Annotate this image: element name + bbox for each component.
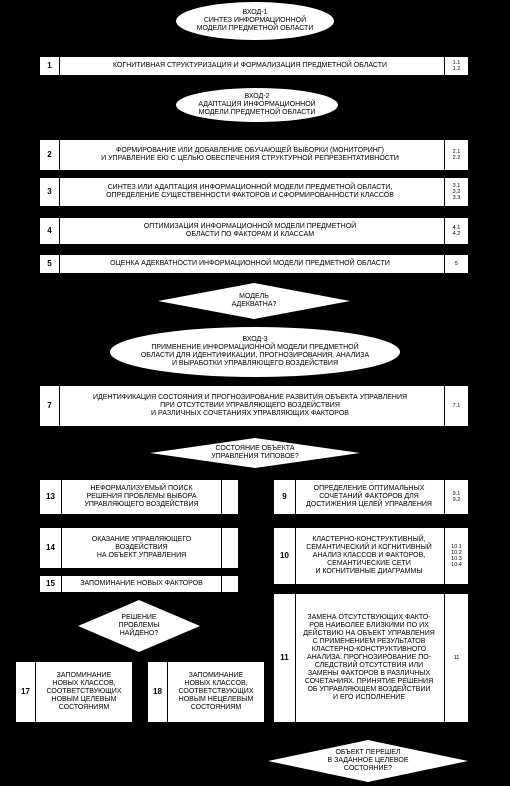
step-1-box: [40, 57, 468, 75]
step-number: 13: [40, 480, 62, 514]
decision-model-label: МОДЕЛЬ АДЕКВАТНА?: [231, 293, 277, 308]
step-text: ЗАПОМИНАНИЕ НОВЫХ КЛАССОВ, СООТВЕТСТВУЮЩИХ НОВЫМ НЕЦЕЛЕВЫМ СОСТОЯНИЯМ: [178, 672, 254, 711]
step-text: КОГНИТИВНАЯ СТРУКТУРИЗАЦИЯ И ФОРМАЛИЗАЦИЯ ПРЕДМЕТНОЙ ОБЛАСТИ: [112, 62, 388, 69]
step-3-box: [40, 178, 468, 206]
exit-2-ellipse: ВХОД-2 АДАПТАЦИЯ ИНФОРМАЦИОННОЙ МОДЕЛИ ПРЕДМЕТНОЙ ОБЛАСТИ: [176, 88, 338, 122]
step-ref: 5: [444, 255, 468, 273]
step-14-box: [40, 528, 238, 568]
step-15-box: [40, 576, 238, 592]
exit-3-ellipse: ВХОД-3 ПРИМЕНЕНИЕ ИНФОРМАЦИОННОЙ МОДЕЛИ ПРЕДМЕТНОЙ ОБЛАСТИ ДЛЯ ИДЕНТИФИКАЦИИ, ПРОГНОЗИРОВАНИЯ, АНАЛИЗА И ВЫРАБОТКИ УПРАВЛЯЮЩЕГО ВОЗДЕЙСТВИЯ: [110, 327, 400, 377]
step-number: 9: [274, 480, 296, 514]
decision-problem-label: РЕШЕНИЕ ПРОБЛЕМЫ НАЙДЕНО?: [118, 614, 160, 637]
step-9-box: [274, 480, 468, 514]
step-text: НЕФОРМАЛИЗУЕМЫЙ ПОИСК РЕШЕНИЯ ПРОБЛЕМЫ ВЫБОРА УПРАВЛЯЮЩЕГО ВОЗДЕЙСТВИЯ: [62, 480, 222, 514]
step-17-box: [16, 662, 132, 722]
step-number: 5: [40, 255, 60, 273]
step-13-box: [40, 480, 238, 514]
step-18-box: [148, 662, 264, 722]
step-ref: 7.1: [444, 386, 468, 426]
step-2-box: [40, 140, 468, 170]
step-text: ЗАПОМИНАНИЕ НОВЫХ КЛАССОВ, СООТВЕТСТВУЮЩИХ НОВЫМ ЦЕЛЕВЫМ СОСТОЯНИЯМ: [46, 672, 122, 711]
step-ref: 4.1 4.2: [444, 218, 468, 244]
step-text: ФОРМИРОВАНИЕ ИЛИ ДОБАВЛЕНИЕ ОБУЧАЮЩЕЙ ВЫБОРКИ (МОНИТОРИНГ) И УПРАВЛЕНИЕ ЕЮ С ЦЕЛЬЮ ОБЕСПЕЧЕНИЯ СТРУКТУРНОЙ РЕПРЕЗЕНТАТИВНОСТИ: [101, 147, 399, 162]
step-text: ОКАЗАНИЕ УПРАВЛЯЮЩЕГО ВОЗДЕЙСТВИЯ НА ОБЪЕКТ УПРАВЛЕНИЯ: [62, 528, 222, 568]
step-number: 11: [274, 594, 296, 722]
step-number: 7: [40, 386, 60, 426]
step-5-box: [40, 255, 468, 273]
step-ref: 10.1 10.2 10.3 10.4: [444, 528, 468, 584]
step-number: 3: [40, 178, 60, 206]
step-10-box: [274, 528, 468, 584]
step-ref: 3.1 3.2 3.3: [444, 178, 468, 206]
step-text: ОПРЕДЕЛЕНИЕ ОПТИМАЛЬНЫХ СОЧЕТАНИЙ ФАКТОРОВ ДЛЯ ДОСТИЖЕНИЯ ЦЕЛЕЙ УПРАВЛЕНИЯ: [306, 485, 432, 508]
step-7-box: [40, 386, 468, 426]
exit-1-ellipse: ВХОД-1 СИНТЕЗ ИНФОРМАЦИОННОЙ МОДЕЛИ ПРЕДМЕТНОЙ ОБЛАСТИ: [176, 2, 334, 40]
step-ref: 9.1 9.2: [444, 480, 468, 514]
decision-target-label: ОБЪЕКТ ПЕРЕШЕЛ В ЗАДАННОЕ ЦЕЛЕВОЕ СОСТОЯНИЕ?: [327, 749, 409, 772]
step-text: ОПТИМИЗАЦИЯ ИНФОРМАЦИОННОЙ МОДЕЛИ ПРЕДМЕТНОЙ ОБЛАСТИ ПО ФАКТОРАМ И КЛАССАМ: [143, 223, 357, 238]
decision-state-label: СОСТОЯНИЕ ОБЪЕКТА УПРАВЛЕНИЯ ТИПОВОЕ?: [211, 445, 299, 460]
step-number: 15: [40, 576, 62, 592]
step-ref: 1.1 1.2: [444, 57, 468, 75]
step-ref: 2.1 2.2: [444, 140, 468, 170]
step-number: 18: [148, 662, 168, 722]
step-number: 17: [16, 662, 36, 722]
step-text: СИНТЕЗ ИЛИ АДАПТАЦИЯ ИНФОРМАЦИОННОЙ МОДЕЛИ ПРЕДМЕТНОЙ ОБЛАСТИ, ОПРЕДЕЛЕНИЕ СУЩЕСТВЕННОСТИ ФАКТОРОВ И СФОРМИРОВАННОСТИ КЛАССОВ: [106, 184, 394, 199]
step-4-box: [40, 218, 468, 244]
step-text: ОЦЕНКА АДЕКВАТНОСТИ ИНФОРМАЦИОННОЙ МОДЕЛИ ПРЕДМЕТНОЙ ОБЛАСТИ: [110, 260, 390, 267]
step-number: 2: [40, 140, 60, 170]
step-number: 4: [40, 218, 60, 244]
step-ref: 11: [444, 594, 468, 722]
step-text: ИДЕНТИФИКАЦИЯ СОСТОЯНИЯ И ПРОГНОЗИРОВАНИЕ РАЗВИТИЯ ОБЪЕКТА УПРАВЛЕНИЯ ПРИ ОТСУТСТВИИ УПРАВЛЯЮЩЕГО ВОЗДЕЙСТВИЯ И РАЗЛИЧНЫХ СОЧЕТАНИЯХ УПРАВЛЯЮЩИХ ФАКТОРОВ: [92, 394, 408, 417]
step-number: 14: [40, 528, 62, 568]
step-number: 1: [40, 57, 60, 75]
step-text: КЛАСТЕРНО-КОНСТРУКТИВНЫЙ, СЕМАНТИЧЕСКИЙ И КОГНИТИВНЫЙ АНАЛИЗ КЛАССОВ И ФАКТОРОВ, СЕМАНТИЧЕСКИЕ СЕТИ И КОГНИТИВНЫЕ ДИАГРАММЫ: [306, 536, 432, 575]
step-text: ЗАМЕНА ОТСУТСТВУЮЩИХ ФАКТО- РОВ НАИБОЛЕЕ БЛИЗКИМИ ПО ИХ ДЕЙСТВИЮ НА ОБЪЕКТ УПРАВЛЕНИЯ С ПРИМЕНЕНИЕМ РЕЗУЛЬТАТОВ КЛАСТЕРНО-КОНСТРУКТИВНОГО АНАЛИЗА. ПРОГНОЗИРОВАНИЕ ПО- СЛЕДСТВИЙ ОТСУТСТВИЯ ИЛИ ЗАМЕНЫ ФАКТОРОВ В РАЗЛИЧНЫХ СОЧЕТАНИЯХ. ПРИНЯТИЕ РЕШЕНИЯ ОБ УПРАВЛЯЮЩЕМ ВОЗДЕЙСТВИИ И ЕГО ИСПОЛНЕНИЕ: [303, 614, 435, 701]
step-11-box: [274, 594, 468, 722]
step-number: 10: [274, 528, 296, 584]
step-text: ЗАПОМИНАНИЕ НОВЫХ ФАКТОРОВ: [62, 576, 222, 592]
